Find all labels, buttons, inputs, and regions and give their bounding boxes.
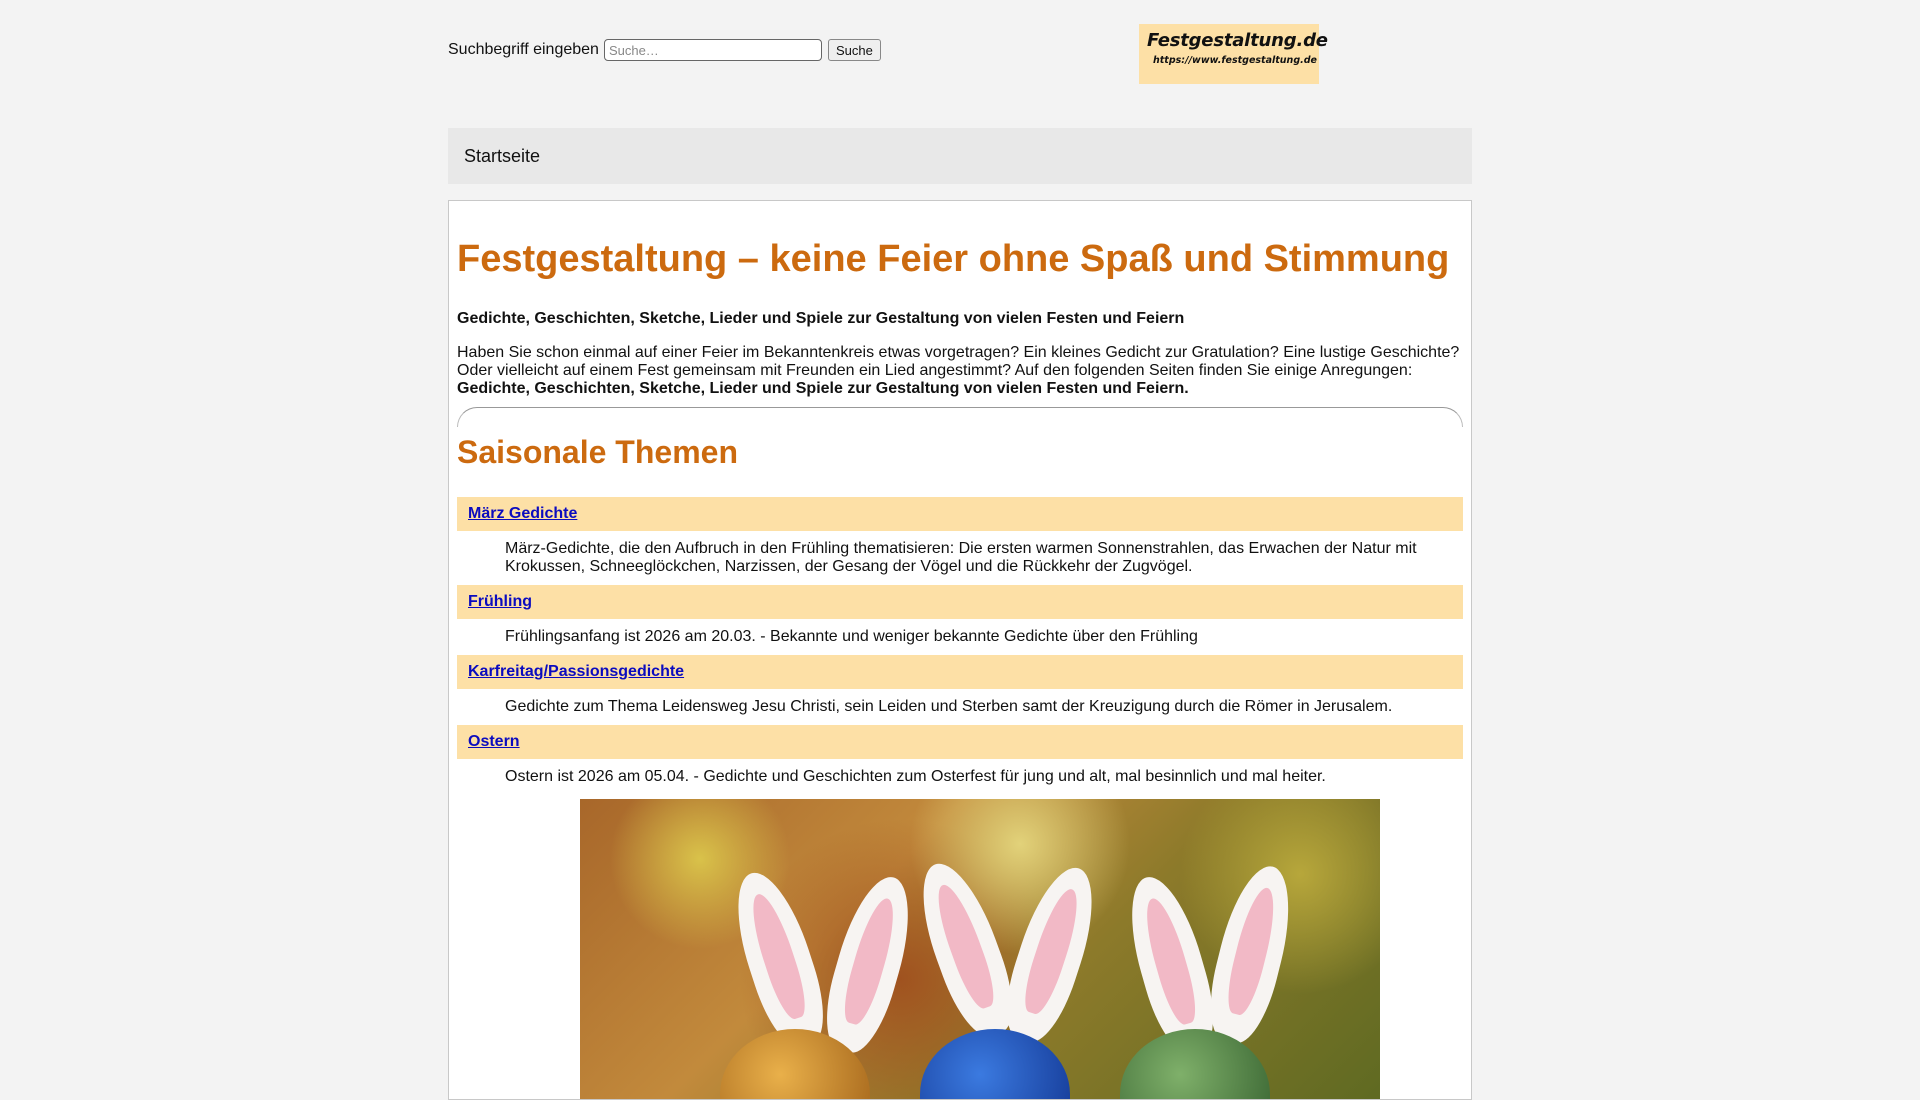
topic-link-karfreitag[interactable]: Karfreitag/Passionsgedichte (468, 663, 685, 680)
topic-description: Frühlingsanfang ist 2026 am 20.03. - Bekannte und weniger bekannte Gedichte über den Frühling (505, 628, 1198, 645)
topic-description: Gedichte zum Thema Leidensweg Jesu Christi, sein Leiden und Sterben samt der Kreuzigung durch die Römer in Jerusalem. (505, 698, 1393, 715)
section-divider (457, 407, 1463, 427)
main-nav (448, 128, 1472, 184)
egg-icon (920, 1029, 1070, 1099)
bunny-ear-icon (814, 869, 923, 1059)
topic-header (457, 585, 1463, 619)
intro-bold-text: Gedichte, Geschichten, Sketche, Lieder und Spiele zur Gestaltung von vielen Festen und Feiern. (457, 380, 1189, 397)
topic-link-fruehling[interactable]: Frühling (468, 593, 532, 610)
page-title: Festgestaltung – keine Feier ohne Spaß und Stimmung (457, 238, 1450, 280)
page-subtitle: Gedichte, Geschichten, Sketche, Lieder und Spiele zur Gestaltung von vielen Festen und Feiern (457, 310, 1185, 327)
page-wrapper (448, 0, 1472, 1100)
bunny-ear-icon (994, 859, 1109, 1049)
logo-name: Festgestaltung.de (1147, 30, 1328, 51)
topic-description: Ostern ist 2026 am 05.04. - Gedichte und Geschichten zum Osterfest für jung und alt, mal besinnlich und mal heiter. (505, 768, 1326, 785)
site-logo[interactable] (1139, 24, 1328, 84)
bunny-ear-icon (1199, 859, 1303, 1049)
logo-url: https://www.festgestaltung.de (1153, 55, 1317, 66)
intro-text: Haben Sie schon einmal auf einer Feier im Bekanntenkreis etwas vorgetragen? Ein kleines Gedicht zur Gratulation? Eine lustige Geschichte? Oder vielleicht auf einem Fest gemeinsam mit Freunden ein Lied angestimmt? Auf den folgenden Seiten finden Sie einige Anregungen: (457, 344, 1460, 379)
topic-header (457, 497, 1463, 531)
search-input[interactable] (604, 39, 822, 61)
topic-list (457, 497, 1463, 795)
search-label: Suchbegriff eingeben (448, 41, 599, 58)
egg-icon (1120, 1029, 1270, 1099)
header (448, 0, 1472, 128)
intro-paragraph (457, 344, 1463, 398)
section-title: Saisonale Themen (457, 434, 738, 470)
main-content (448, 200, 1472, 1100)
topic-header (457, 655, 1463, 689)
topic-header (457, 725, 1463, 759)
search-form (448, 39, 881, 61)
easter-bunny-eggs-image (580, 799, 1380, 1099)
search-button[interactable]: Suche (828, 39, 881, 61)
bunny-ear-icon (722, 864, 837, 1054)
topic-link-maerz-gedichte[interactable]: März Gedichte (468, 505, 578, 522)
nav-item-home[interactable]: Startseite (464, 145, 541, 166)
topic-description: März-Gedichte, die den Aufbruch in den Frühling thematisieren: Die ersten warmen Sonnenstrahlen, das Erwachen der Natur mit Krokussen, Schneeglöckchen, Narzissen, der Gesang der Vögel und die Rückkehr der Zugvögel. (505, 540, 1417, 575)
topic-link-ostern[interactable]: Ostern (468, 733, 520, 750)
